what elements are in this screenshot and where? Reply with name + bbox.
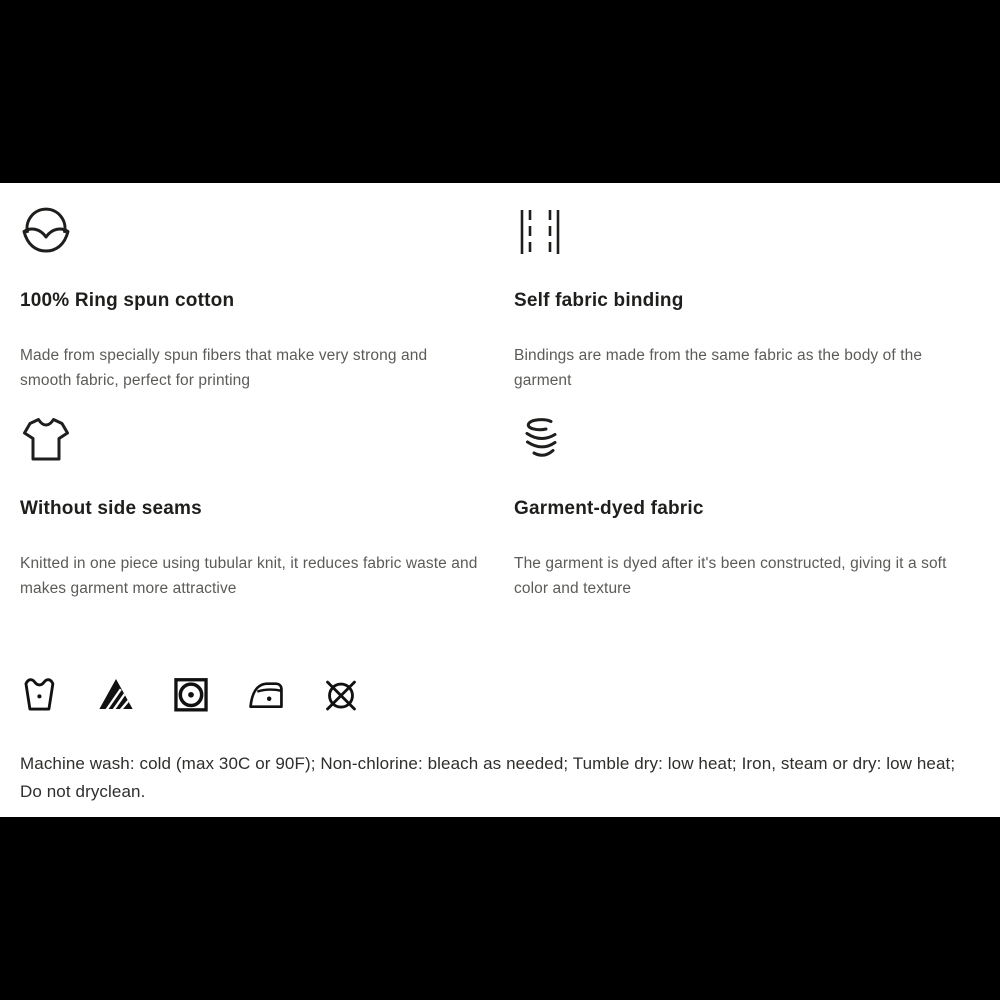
binding-stitch-icon: [514, 205, 984, 257]
feature-description: Knitted in one piece using tubular knit, it reduces fabric waste and makes garment more attractive: [20, 555, 478, 597]
feature-title: Garment-dyed fabric: [514, 498, 704, 519]
dye-coil-icon: [514, 413, 984, 465]
tshirt-icon: [20, 413, 490, 465]
feature-description: Bindings are made from the same fabric as the body of the garment: [514, 347, 923, 389]
cotton-boll-icon: [20, 205, 490, 257]
machine-wash-cold-icon: [22, 674, 60, 714]
feature-title: Without side seams: [20, 498, 202, 519]
top-letterbox-bar: [0, 0, 1000, 183]
care-symbols-row: [22, 674, 360, 714]
product-features-section: [0, 183, 1000, 817]
feature-description: Made from specially spun fibers that make very strong and smooth fabric, perfect for printing: [20, 347, 428, 389]
feature-garment-dyed: [514, 413, 984, 601]
feature-title: Self fabric binding: [514, 290, 684, 311]
care-instructions-text: Machine wash: cold (max 30C or 90F); Non-chlorine: bleach as needed; Tumble dry: low heat; Iron, steam or dry: low heat; Do not dryclean.: [20, 754, 956, 801]
tumble-dry-low-icon: [172, 674, 210, 714]
feature-without-side-seams: [20, 413, 490, 601]
non-chlorine-bleach-icon: [97, 674, 135, 714]
feature-ring-spun-cotton: [20, 205, 490, 393]
iron-low-heat-icon: [247, 674, 285, 714]
feature-description: The garment is dyed after it's been constructed, giving it a soft color and texture: [514, 555, 947, 597]
feature-self-fabric-binding: [514, 205, 984, 393]
do-not-dryclean-icon: [322, 674, 360, 714]
bottom-letterbox-bar: [0, 817, 1000, 1000]
feature-title: 100% Ring spun cotton: [20, 290, 235, 311]
